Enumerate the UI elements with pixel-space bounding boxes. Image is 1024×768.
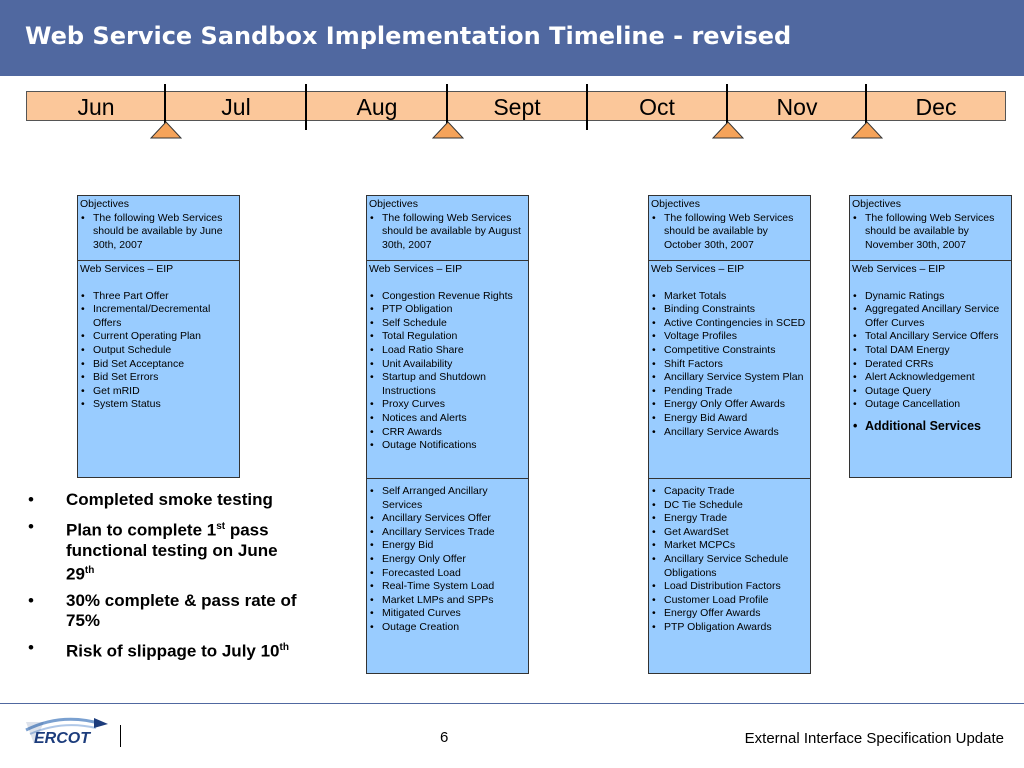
month-oct: Oct [639, 94, 675, 120]
service-item: • Proxy Curves [369, 398, 526, 412]
service-item: • Alert Acknowledgement [852, 371, 1009, 385]
service-item: • Voltage Profiles [651, 330, 808, 344]
timeline-divider [446, 84, 448, 124]
service-item: • Load Ratio Share [369, 344, 526, 358]
service-item: • Notices and Alerts [369, 412, 526, 426]
service-item: • Startup and Shutdown Instructions [369, 371, 526, 398]
footer-separator [120, 725, 121, 747]
service-item: • Outage Notifications [369, 439, 526, 453]
service-item: • Active Contingencies in SCED [651, 317, 808, 331]
timeline-divider [586, 84, 588, 130]
eip-header: Web Services – EIP [369, 263, 463, 275]
service-item: • Bid Set Acceptance [80, 358, 237, 372]
service-item: • Mitigated Curves [369, 607, 526, 621]
service-item: • Energy Offer Awards [651, 607, 808, 621]
status-note: • Risk of slippage to July 10th [28, 638, 298, 662]
eip-section [850, 261, 1011, 438]
service-item: • Total Regulation [369, 330, 526, 344]
service-item: • Energy Bid [369, 539, 526, 553]
service-item: • Energy Trade [651, 512, 808, 526]
objective-text: • The following Web Services should be available by November 30th, 2007 [852, 212, 1009, 253]
service-item: • System Status [80, 398, 237, 412]
service-item: • Competitive Constraints [651, 344, 808, 358]
service-item: • Outage Cancellation [852, 398, 1009, 412]
eip-header: Web Services – EIP [852, 263, 946, 275]
month-jul: Jul [221, 94, 251, 120]
service-item: • CRR Awards [369, 426, 526, 440]
additional-services-section [649, 479, 810, 639]
objectives-header: Objectives [651, 198, 701, 210]
service-item: • Output Schedule [80, 344, 237, 358]
month-jun: Jun [77, 94, 115, 120]
service-item: • Market LMPs and SPPs [369, 594, 526, 608]
objective-text: • The following Web Services should be available by June 30th, 2007 [80, 212, 237, 253]
objective-text: • The following Web Services should be available by October 30th, 2007 [651, 212, 808, 253]
service-item: • Ancillary Service Awards [651, 426, 808, 440]
status-note: • Completed smoke testing [28, 490, 298, 510]
service-item: • Self Arranged Ancillary Services [369, 485, 526, 512]
service-item: • Dynamic Ratings [852, 290, 1009, 304]
service-item: • Current Operating Plan [80, 330, 237, 344]
service-item: • Unit Availability [369, 358, 526, 372]
service-item: • Ancillary Service System Plan [651, 371, 808, 385]
month-nov: Nov [776, 94, 818, 120]
slide-title: Web Service Sandbox Implementation Timeline - revised [25, 22, 792, 50]
service-item: • Ancillary Services Trade [369, 526, 526, 540]
month-dec: Dec [915, 94, 957, 120]
status-notes [28, 490, 298, 669]
service-item: • Three Part Offer [80, 290, 237, 304]
service-item: • Load Distribution Factors [651, 580, 808, 594]
service-item: • Market Totals [651, 290, 808, 304]
status-note: • Plan to complete 1st pass functional testing on June 29th [28, 517, 298, 584]
service-item: • Get mRID [80, 385, 237, 399]
service-item: • Self Schedule [369, 317, 526, 331]
service-item: • Forecasted Load [369, 567, 526, 581]
eip-header: Web Services – EIP [80, 263, 174, 275]
service-item: • PTP Obligation [369, 303, 526, 317]
service-item: • Pending Trade [651, 385, 808, 399]
title-bar [0, 0, 1024, 76]
november-services-box [849, 195, 1012, 478]
service-item: • Customer Load Profile [651, 594, 808, 608]
objectives-section [850, 196, 1011, 261]
service-item: • Total Ancillary Service Offers [852, 330, 1009, 344]
objectives-section [649, 196, 810, 261]
service-item: • Ancillary Services Offer [369, 512, 526, 526]
objectives-header: Objectives [80, 198, 130, 210]
service-item: • Energy Only Offer [369, 553, 526, 567]
service-item: • Energy Bid Award [651, 412, 808, 426]
objectives-header: Objectives [369, 198, 419, 210]
objectives-section [367, 196, 528, 261]
service-item: • Shift Factors [651, 358, 808, 372]
timeline-divider [865, 84, 867, 124]
service-item: • PTP Obligation Awards [651, 621, 808, 635]
service-item: • Ancillary Service Schedule Obligations [651, 553, 808, 580]
logo-text: ERCOT [34, 730, 90, 747]
service-item: • Aggregated Ancillary Service Offer Curves [852, 303, 1009, 330]
additional-services-section [367, 479, 528, 639]
footer-title: External Interface Specification Update [744, 730, 1004, 747]
objectives-header: Objectives [852, 198, 902, 210]
service-item: • Energy Only Offer Awards [651, 398, 808, 412]
status-note: • 30% complete & pass rate of 75% [28, 591, 298, 631]
service-item: • Real-Time System Load [369, 580, 526, 594]
timeline-divider [164, 84, 166, 124]
eip-section [367, 261, 528, 479]
eip-section [649, 261, 810, 479]
october-services-box [648, 195, 811, 674]
service-item: • Bid Set Errors [80, 371, 237, 385]
service-item: • Incremental/Decremental Offers [80, 303, 237, 330]
service-item: • Outage Query [852, 385, 1009, 399]
footer-rule [0, 703, 1024, 704]
ercot-logo [22, 714, 122, 750]
august-services-box [366, 195, 529, 674]
objective-text: • The following Web Services should be available by August 30th, 2007 [369, 212, 526, 253]
june-services-box [77, 195, 240, 478]
service-item: • Get AwardSet [651, 526, 808, 540]
service-item: • Market MCPCs [651, 539, 808, 553]
service-item: • Outage Creation [369, 621, 526, 635]
page-number: 6 [440, 729, 449, 746]
service-item: • Derated CRRs [852, 358, 1009, 372]
eip-header: Web Services – EIP [651, 263, 745, 275]
service-item: • Binding Constraints [651, 303, 808, 317]
timeline-divider [305, 84, 307, 130]
objectives-section [78, 196, 239, 261]
service-item: • Capacity Trade [651, 485, 808, 499]
eip-section [78, 261, 239, 416]
month-sept: Sept [493, 94, 541, 120]
service-item: • Total DAM Energy [852, 344, 1009, 358]
service-item: • Congestion Revenue Rights [369, 290, 526, 304]
month-timeline [26, 91, 1006, 121]
additional-services-label: • Additional Services [852, 420, 1009, 434]
service-item: • DC Tie Schedule [651, 499, 808, 513]
month-aug: Aug [356, 94, 398, 120]
timeline-divider [726, 84, 728, 124]
